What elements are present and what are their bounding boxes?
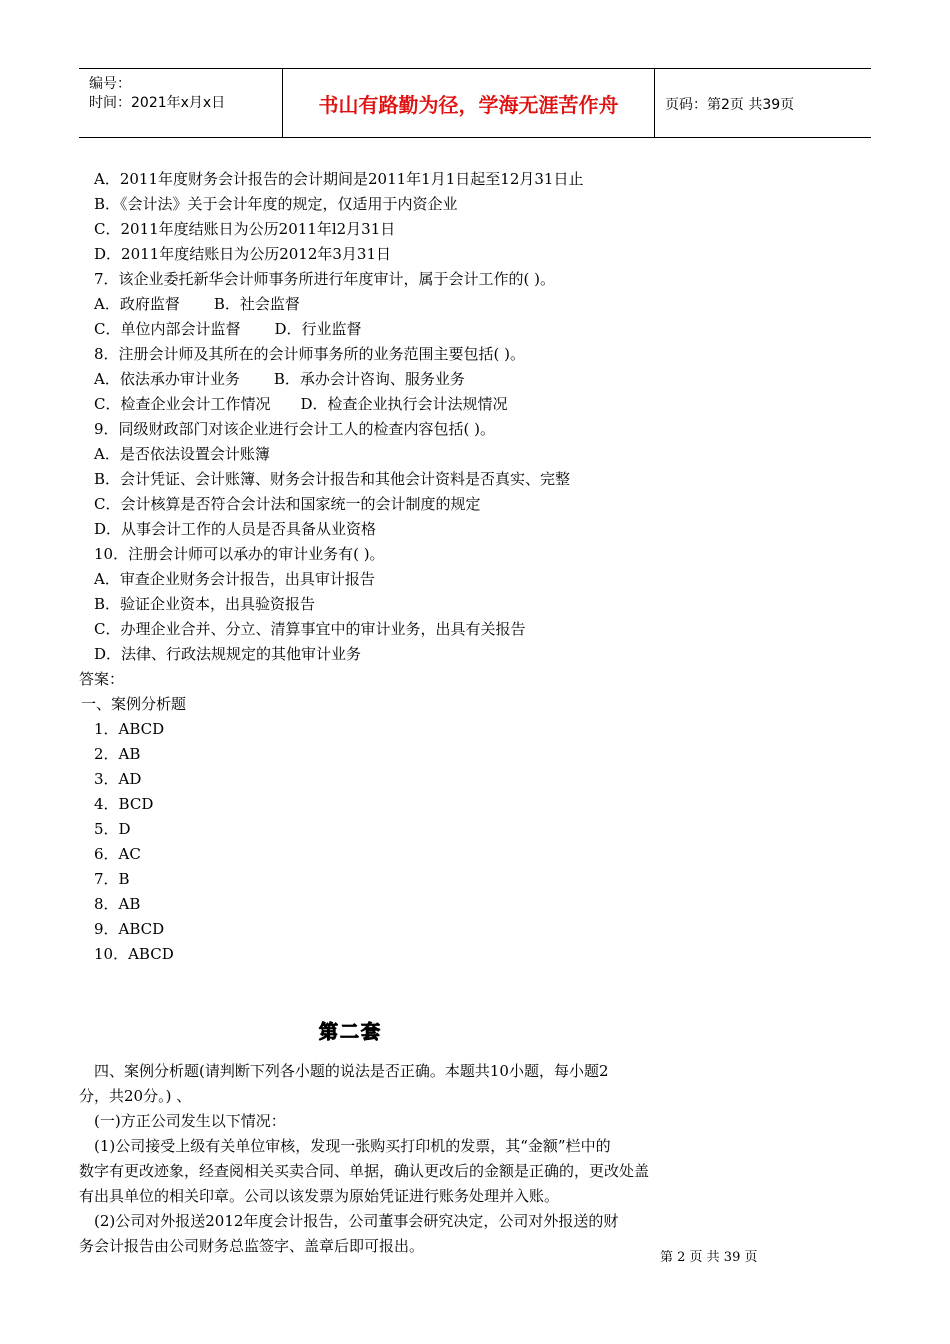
text-line: B．《会计法》关于会计年度的规定，仅适用于内资企业	[94, 195, 458, 213]
question-7: 7．该企业委托新华会计师事务所进行年度审计，属于会计工作的( )。	[94, 270, 556, 288]
text-line	[79, 317, 879, 342]
text-line: A．是否依法设置会计账簿	[94, 445, 270, 463]
header-table	[79, 68, 871, 138]
option-c: C．单位内部会计监督	[94, 320, 241, 338]
answer-item: 5．D	[94, 820, 131, 838]
header-info-cell	[79, 69, 283, 137]
paragraph-line: (1)公司接受上级有关单位审核，发现一张购买打印机的发票，其“金额”栏中的	[94, 1137, 611, 1155]
text-line: C．会计核算是否符合会计法和国家统一的会计制度的规定	[94, 495, 481, 513]
option-a: A．政府监督	[94, 295, 180, 313]
option-b: B．承办会计咨询、服务业务	[273, 370, 465, 388]
page-footer: 第 2 页 共 39 页	[660, 1250, 758, 1265]
text-line: D．从事会计工作的人员是否具备从业资格	[94, 520, 377, 538]
text-line: D．法律、行政法规规定的其他审计业务	[94, 645, 362, 663]
answer-item: 10．ABCD	[94, 945, 174, 963]
text-line: B．会计凭证、会计账簿、财务会计报告和其他会计资料是否真实、完整	[94, 470, 571, 488]
paragraph-line: (一)方正公司发生以下情况：	[94, 1112, 286, 1130]
paragraph-line: 务会计报告由公司财务总监签字、盖章后即可报出。	[79, 1237, 425, 1255]
question-8: 8．注册会计师及其所在的会计师事务所的业务范围主要包括( )。	[94, 345, 526, 363]
option-b: B．社会监督	[213, 295, 300, 313]
section-title: 第二套	[319, 1021, 383, 1043]
paragraph-line: 四、案例分析题(请判断下列各小题的说法是否正确。本题共10小题，每小题2	[94, 1062, 609, 1080]
option-d: D．检查企业执行会计法规情况	[300, 395, 508, 413]
answer-item: 9．ABCD	[94, 920, 165, 938]
text-line: C．办理企业合并、分立、清算事宜中的审计业务，出具有关报告	[94, 620, 526, 638]
text-line	[79, 292, 879, 317]
option-c: C．检查企业会计工作情况	[94, 395, 271, 413]
paragraph-line: 有出具单位的相关印章。公司以该发票为原始凭证进行账务处理并入账。	[79, 1187, 560, 1205]
text-line: D．2011年度结账日为公历2012年3月31日	[94, 245, 392, 263]
option-d: D．行业监督	[274, 320, 362, 338]
header-motto-cell	[283, 69, 655, 137]
answer-item: 7．B	[94, 870, 130, 888]
answer-item: 1．ABCD	[94, 720, 165, 738]
answer-item: 3．AD	[94, 770, 142, 788]
question-10: 10．注册会计师可以承办的审计业务有( )。	[94, 545, 385, 563]
header-page-cell	[655, 69, 871, 137]
paragraph-line: 分，共20分。) 、	[79, 1087, 192, 1105]
text-line: B．验证企业资本，出具验资报告	[94, 595, 316, 613]
option-a: A．依法承办审计业务	[94, 370, 240, 388]
question-9: 9．同级财政部门对该企业进行会计工人的检查内容包括( )。	[94, 420, 496, 438]
paragraph-line: 数字有更改迹象，经查阅相关买卖合同、单据，确认更改后的金额是正确的，更改处盖	[79, 1162, 650, 1180]
answers-label: 答案：	[79, 670, 125, 688]
text-line: A．审查企业财务会计报告，出具审计报告	[94, 570, 375, 588]
answer-item: 6．AC	[94, 845, 141, 863]
document-body	[79, 167, 879, 1259]
serial-label: 编号：	[89, 76, 131, 92]
answer-item: 2．AB	[94, 745, 141, 763]
text-line	[79, 367, 879, 392]
time-label: 时间：2021年x月x日	[89, 95, 226, 111]
section-heading: 一、案例分析题	[81, 695, 187, 713]
paragraph-line: (2)公司对外报送2012年度会计报告，公司董事会研究决定，公司对外报送的财	[94, 1212, 619, 1230]
page-label: 页码：第2页 共39页	[665, 97, 795, 113]
text-line: C．2011年度结账日为公历2011年l2月31日	[94, 220, 396, 238]
answer-item: 4．BCD	[94, 795, 154, 813]
motto: 书山有路勤为径，学海无涯苦作舟	[318, 93, 619, 117]
text-line	[79, 392, 879, 417]
answer-item: 8．AB	[94, 895, 141, 913]
text-line: A．2011年度财务会计报告的会计期间是2011年1月1日起至12月31日止	[94, 170, 584, 188]
